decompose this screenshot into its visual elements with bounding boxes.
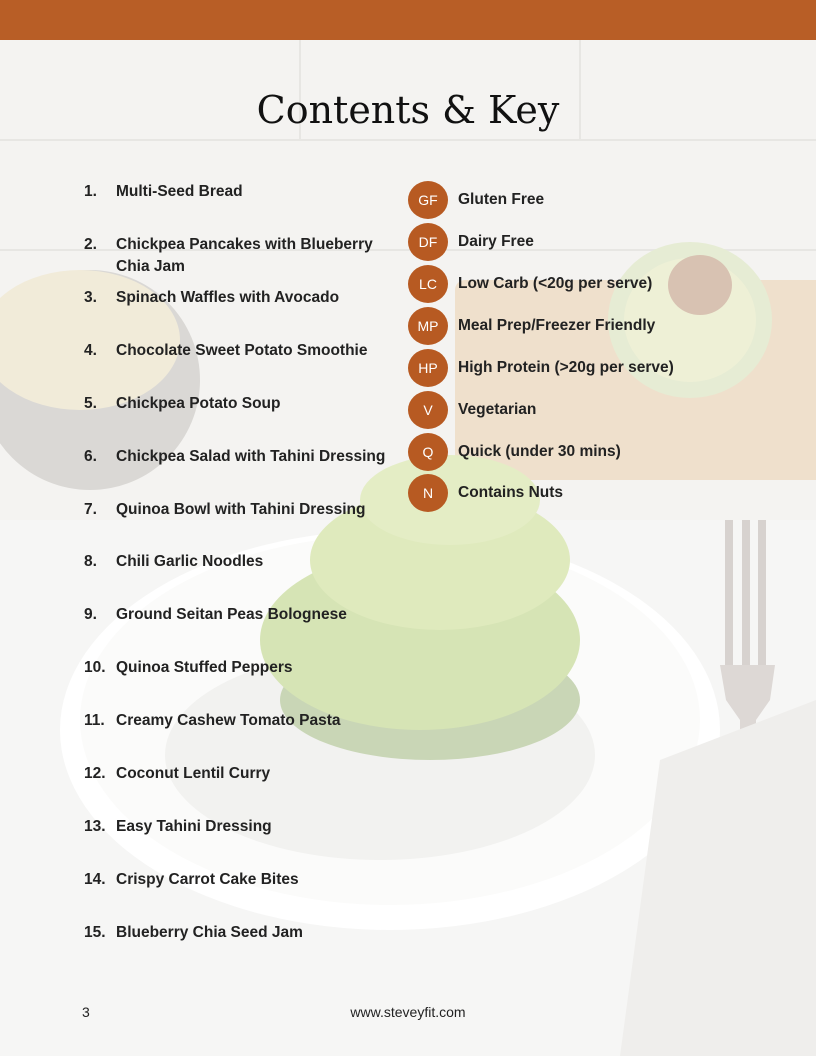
toc-item-title: Chickpea Salad with Tahini Dressing [116,448,386,465]
toc-item-title: Crispy Carrot Cake Bites [116,871,299,888]
vegetarian-badge-icon: V [408,391,448,429]
meal-prep-badge-icon: MP [408,307,448,345]
toc-item-title: Coconut Lentil Curry [116,765,271,782]
quick-badge-icon: Q [408,433,448,471]
toc-item-number: 15. [84,924,106,941]
key-item-quick [408,433,708,473]
key-label: High Protein (>20g per serve) [458,359,674,376]
toc-item-number: 13. [84,818,106,835]
key-item-gluten-free [408,181,708,221]
key-label: Quick (under 30 mins) [458,443,621,460]
toc-item-title: Chickpea Pancakes with Blueberry Chia Jam [116,236,373,275]
dairy-free-badge-icon: DF [408,223,448,261]
toc-item-number: 9. [84,606,97,623]
toc-item-number: 12. [84,765,106,782]
toc-item-title: Creamy Cashew Tomato Pasta [116,712,341,729]
toc-item-number: 3. [84,289,97,306]
key-label: Vegetarian [458,401,537,418]
key-label: Gluten Free [458,191,545,208]
key-label: Low Carb (<20g per serve) [458,275,653,292]
website-url: www.steveyfit.com [350,1004,466,1020]
toc-item-number: 7. [84,501,97,518]
low-carb-badge-icon: LC [408,265,448,303]
contains-nuts-badge-icon: N [408,474,448,512]
page-title: Contents & Key [256,88,560,132]
header-bar [0,0,816,40]
key-label: Dairy Free [458,233,534,250]
toc-item-number: 14. [84,871,106,888]
key-item-low-carb [408,265,708,305]
toc-item-number: 10. [84,659,106,676]
page-number: 3 [82,1004,90,1020]
key-item-dairy-free [408,223,708,263]
toc-item-title: Spinach Waffles with Avocado [116,289,340,306]
toc-item-number: 6. [84,448,97,465]
toc-item-number: 2. [84,236,97,253]
toc-item-number: 1. [84,183,97,200]
toc-item-title: Blueberry Chia Seed Jam [116,924,303,941]
key-item-contains-nuts [408,474,708,514]
toc-item-title: Chili Garlic Noodles [116,553,264,570]
toc-item-title: Multi-Seed Bread [116,183,243,200]
toc-item-number: 5. [84,395,97,412]
key-label: Contains Nuts [458,484,564,501]
toc-item-number: 4. [84,342,97,359]
key-item-vegetarian [408,391,708,431]
toc-item-title: Chocolate Sweet Potato Smoothie [116,342,368,359]
key-item-meal-prep [408,307,708,347]
toc-item-number: 8. [84,553,97,570]
key-item-high-protein [408,349,708,389]
toc-item-title: Quinoa Stuffed Peppers [116,659,293,676]
toc-item-title: Quinoa Bowl with Tahini Dressing [116,501,366,518]
toc-item-title: Chickpea Potato Soup [116,395,281,412]
high-protein-badge-icon: HP [408,349,448,387]
key-label: Meal Prep/Freezer Friendly [458,317,656,334]
toc-item-number: 11. [84,712,105,729]
toc-item-title: Easy Tahini Dressing [116,818,272,835]
toc-item-title: Ground Seitan Peas Bolognese [116,606,347,623]
gluten-free-badge-icon: GF [408,181,448,219]
